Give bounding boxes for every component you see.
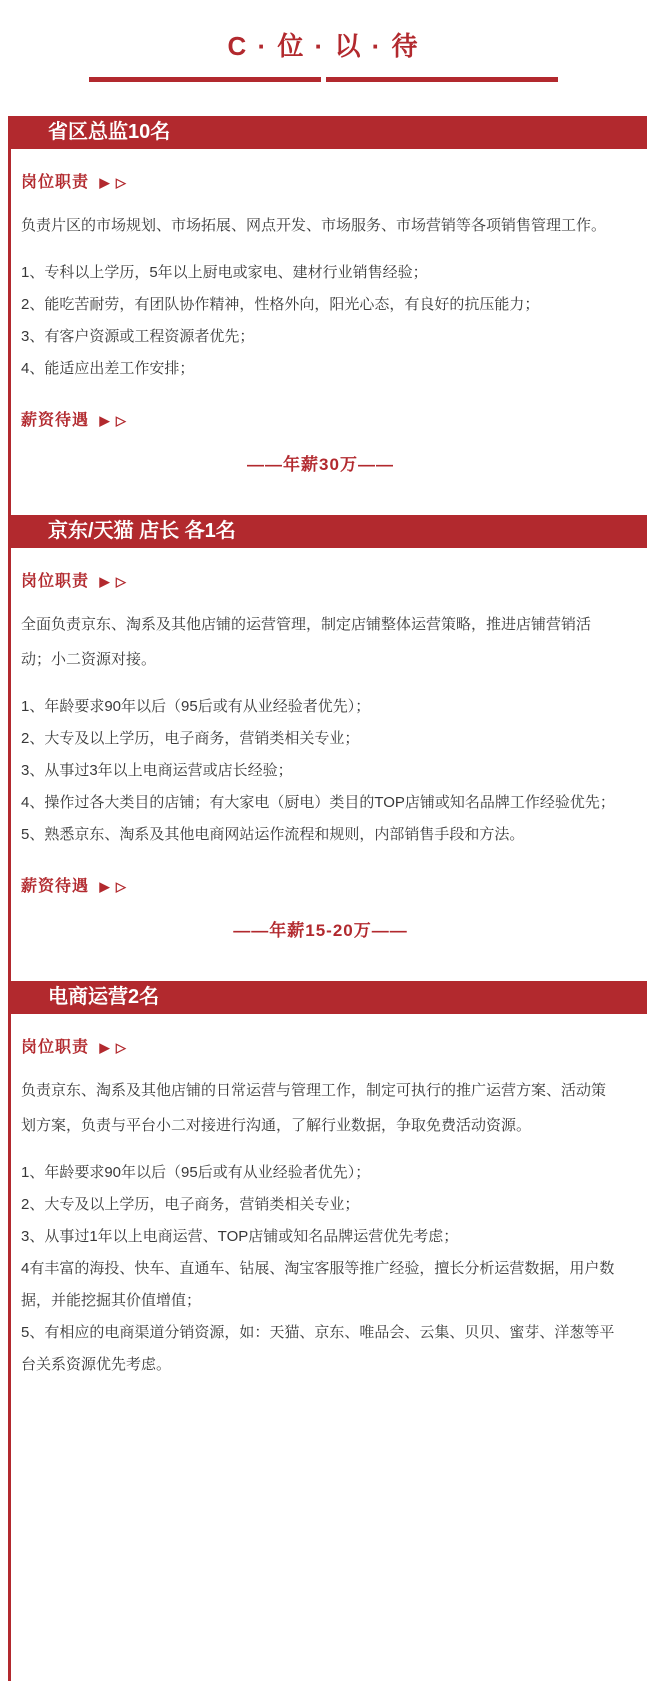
job-title-bar [8,515,647,548]
job-section-body [8,1014,647,1681]
play-arrow-solid-icon: ▶ [99,175,111,190]
responsibilities-label-text: 岗位职责 [21,1039,90,1056]
play-arrow-solid-icon: ▶ [99,413,111,428]
job-section-store-manager [0,515,647,981]
requirement-item: 2、能吃苦耐劳，有团队协作精神，性格外向，阳光心态，有良好的抗压能力； [21,296,540,313]
requirement-item: 1、年龄要求90年以后（95后或有从业经验者优先）； [21,698,371,715]
job-section-body [8,149,647,515]
requirement-item: 3、从事过3年以上电商运营或店长经验； [21,762,293,779]
job-description: 负责京东、淘系及其他店铺的日常运营与管理工作，制定可执行的推广运营方案、活动策划方案，负责与平台小二对接进行沟通，了解行业数据，争取免费活动资源。 [21,1082,607,1134]
requirements-list [21,691,620,851]
job-section-body [8,548,647,981]
salary-label [21,873,620,896]
recruitment-poster [0,26,647,1373]
job-title-bar [8,116,647,149]
play-arrow-solid-icon: ▶ [99,574,111,589]
responsibilities-label [21,169,620,192]
requirement-item: 1、年龄要求90年以后（95后或有从业经验者优先）； [21,1164,371,1181]
play-arrow-outline-icon: ▷ [115,1040,127,1055]
requirement-item: 4有丰富的海投、快车、直通车、钻展、淘宝客服等推广经验，擅长分析运营数据，用户数据，并能挖掘其价值增值； [21,1260,615,1309]
requirement-item: 3、从事过1年以上电商运营、TOP店铺或知名品牌运营优先考虑； [21,1228,459,1245]
job-description: 负责片区的市场规划、市场拓展、网点开发、市场服务、市场营销等各项销售管理工作。 [21,217,607,234]
salary-label-text: 薪资待遇 [21,412,90,429]
page-title: C · 位 · 以 · 待 [227,31,420,61]
responsibilities-label [21,1034,620,1057]
requirement-item: 5、有相应的电商渠道分销资源，如：天猫、京东、唯品会、云集、贝贝、蜜芽、洋葱等平台关系资源优先考虑。 [21,1324,615,1373]
play-arrow-outline-icon: ▷ [115,574,127,589]
job-title: 省区总监10名 [48,121,171,143]
job-section-ecommerce-operations [0,981,647,1681]
title-divider [0,77,647,82]
requirement-item: 5、熟悉京东、淘系及其他电商网站运作流程和规则，内部销售手段和方法。 [21,826,525,843]
job-section-provincial-director [0,116,647,515]
job-title: 京东/天猫 店长 各1名 [48,520,236,542]
requirement-item: 3、有客户资源或工程资源者优先； [21,328,255,345]
requirement-item: 2、大专及以上学历，电子商务，营销类相关专业； [21,1196,360,1213]
job-description: 全面负责京东、淘系及其他店铺的运营管理，制定店铺整体运营策略，推进店铺营销活动；小二资源对接。 [21,616,592,668]
responsibilities-label-text: 岗位职责 [21,174,90,191]
requirement-item: 4、能适应出差工作安排； [21,360,195,377]
job-title-bar [8,981,647,1014]
requirement-item: 1、专科以上学历，5年以上厨电或家电、建材行业销售经验； [21,264,428,281]
responsibilities-label-text: 岗位职责 [21,573,90,590]
job-title: 电商运营2名 [48,986,160,1008]
play-arrow-outline-icon: ▷ [115,175,127,190]
play-arrow-outline-icon: ▷ [115,879,127,894]
divider-bar-left [89,77,321,82]
salary-label [21,407,620,430]
play-arrow-solid-icon: ▶ [99,879,111,894]
responsibilities-label [21,568,620,591]
play-arrow-outline-icon: ▷ [115,413,127,428]
requirements-list [21,1157,620,1381]
salary-amount: ——年薪15-20万—— [233,921,408,940]
requirement-item: 2、大专及以上学历，电子商务，营销类相关专业； [21,730,360,747]
play-arrow-solid-icon: ▶ [99,1040,111,1055]
requirement-item: 4、操作过各大类目的店铺；有大家电（厨电）类目的TOP店铺或知名品牌工作经验优先； [21,794,615,811]
salary-label-text: 薪资待遇 [21,878,90,895]
divider-bar-right [326,77,558,82]
requirements-list [21,257,620,385]
salary-amount: ——年薪30万—— [247,455,394,474]
